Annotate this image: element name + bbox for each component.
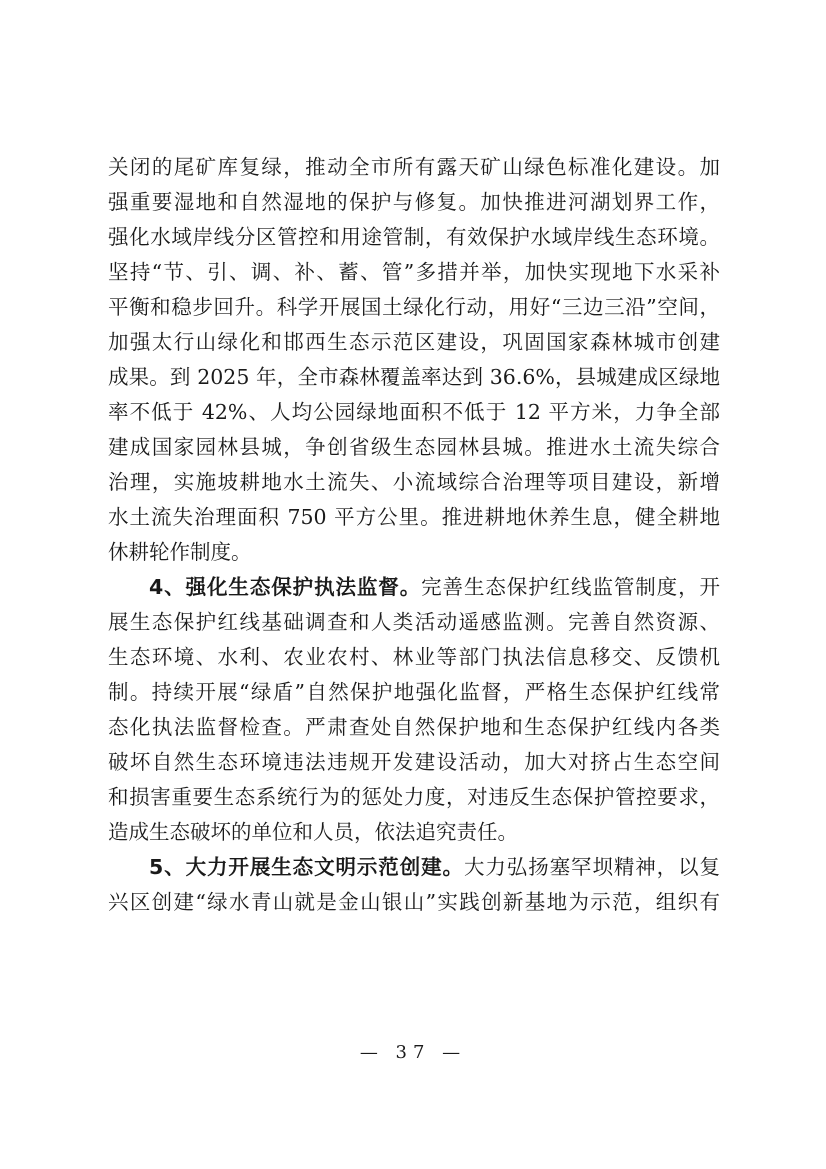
text-line: 坚持“节、引、调、补、蓄、管”多措并举，加快实现地下水采补 — [108, 260, 720, 284]
text-line — [108, 850, 720, 885]
text-line: 制。持续开展“绿盾”自然保护地强化监督，严格生态保护红线常 — [108, 680, 720, 704]
section-heading-5: 5、大力开展生态文明示范创建。 — [149, 855, 464, 879]
text-line: 休耕轮作制度。 — [108, 540, 252, 564]
text-line: 造成生态破坏的单位和人员，依法追究责任。 — [108, 820, 518, 844]
text-line: 治理，实施坡耕地水土流失、小流域综合治理等项目建设，新增 — [108, 470, 720, 494]
text-line: 成果。到 2025 年，全市森林覆盖率达到 36.6%，县城建成区绿地 — [108, 365, 720, 389]
text-line — [108, 570, 720, 605]
paragraph-enforcement-supervision — [108, 570, 720, 850]
text-line: 率不低于 42%、人均公园绿地面积不低于 12 平方米，力争全部 — [108, 400, 720, 424]
text-line: 展生态保护红线基础调查和人类活动遥感监测。完善自然资源、 — [108, 610, 720, 634]
text-run: 完善生态保护红线监管制度，开 — [421, 575, 720, 599]
text-run: 大力弘扬塞罕坝精神，以复 — [463, 855, 720, 879]
text-line: 兴区创建“绿水青山就是金山银山”实践创新基地为示范，组织有 — [108, 890, 720, 914]
page-number: — 37 — — [359, 1042, 467, 1063]
text-line: 关闭的尾矿库复绿，推动全市所有露天矿山绿色标准化建设。加 — [108, 155, 720, 179]
section-heading-4: 4、强化生态保护执法监督。 — [149, 575, 422, 599]
document-body — [108, 150, 720, 920]
text-line: 加强太行山绿化和邯西生态示范区建设，巩固国家森林城市创建 — [108, 330, 720, 354]
text-line: 平衡和稳步回升。科学开展国土绿化行动，用好“三边三沿”空间， — [108, 295, 720, 319]
text-line: 生态环境、水利、农业农村、林业等部门执法信息移交、反馈机 — [108, 645, 720, 669]
text-line: 建成国家园林县城，争创省级生态园林县城。推进水土流失综合 — [108, 435, 720, 459]
text-line: 强化水域岸线分区管控和用途管制，有效保护水域岸线生态环境。 — [108, 225, 720, 249]
paragraph-ecological-restoration — [108, 150, 720, 570]
text-line: 和损害重要生态系统行为的惩处力度，对违反生态保护管控要求， — [108, 785, 720, 809]
text-line: 破坏自然生态环境违法违规开发建设活动，加大对挤占生态空间 — [108, 750, 720, 774]
paragraph-demonstration-creation — [108, 850, 720, 920]
text-line: 态化执法监督检查。严肃查处自然保护地和生态保护红线内各类 — [108, 715, 720, 739]
text-line: 水土流失治理面积 750 平方公里。推进耕地休养生息，健全耕地 — [108, 505, 720, 529]
text-line: 强重要湿地和自然湿地的保护与修复。加快推进河湖划界工作， — [108, 190, 720, 214]
